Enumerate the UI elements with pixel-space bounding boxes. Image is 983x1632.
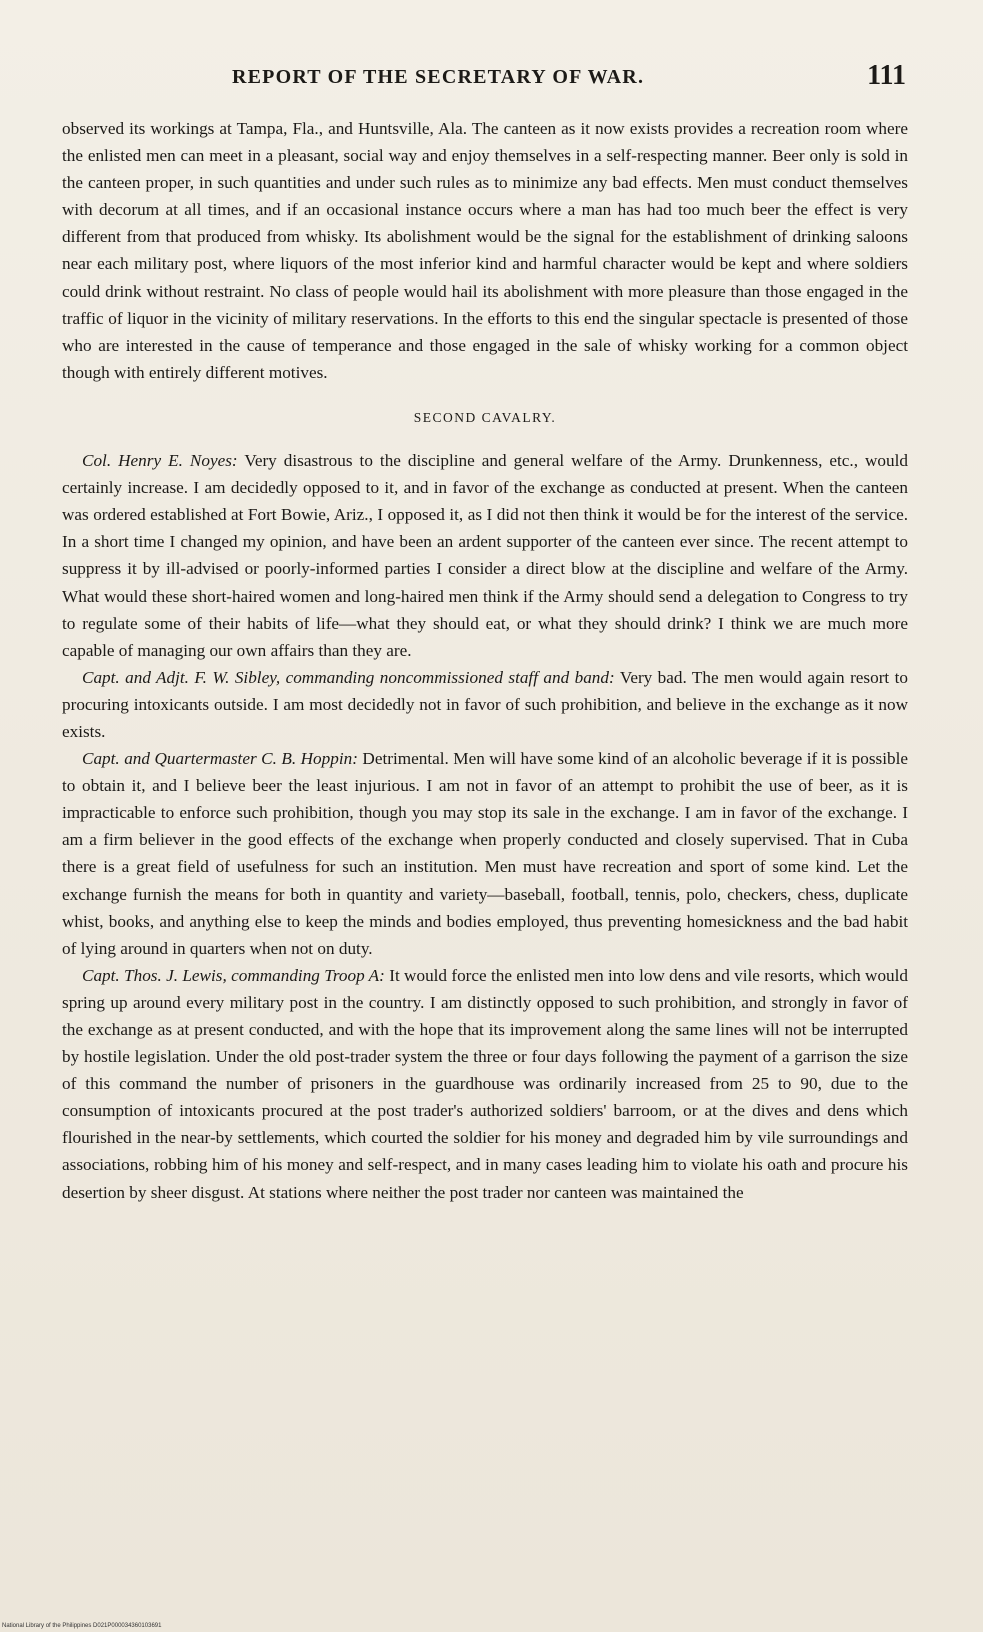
testimony-noyes [62,447,908,664]
testimony-text: Detrimental. Men will have some kind of an alcoholic beverage if it is possible to obtain it, and I believe beer the least injurious. I am not in favor of an attempt to prohibit the use of beer, as it is impracticable to enforce such prohibition, though you may stop its sale in the exchange. I am in favor of the exchange. I am a firm believer in the good effects of the exchange when properly conducted and closely supervised. That in Cuba there is a great field of usefulness for such an institution. Men must have recreation and sport of some kind. Let the exchange furnish the means for both in quantity and variety—baseball, football, tennis, polo, checkers, chess, duplicate whist, books, and anything else to keep the minds and bodies employed, thus preventing homesickness and the bad habit of lying around in quarters when not on duty. [62,749,909,958]
speaker-name: Capt. and Adjt. F. W. Sibley, commanding noncommissioned staff and band: [82,667,615,687]
testimony-hoppin [62,745,908,962]
page-number: 111 [867,60,906,91]
running-head: REPORT OF THE SECRETARY OF WAR. [232,66,645,88]
speaker-name: Capt. Thos. J. Lewis, commanding Troop A: [82,965,385,985]
testimony-text: It would force the enlisted men into low dens and vile resorts, which would spring up around every military post in the country. I am distinctly opposed to such prohibition, and strongly in favor of the exchange as at present conducted, and with the hope that its improvement along the same lines will not be interrupted by hostile legislation. Under the old post-trader system the three or four days following the payment of a garrison the size of this command the number of prisoners in the guardhouse was ordinarily increased from 25 to 90, due to the consumption of intoxicants procured at the post trader's authorized soldiers' barroom, or at the dives and dens which flourished in the near-by settlements, which courted the soldier for his money and degraded him by vile surroundings and associations, robbing him of his money and self-respect, and in many cases leading him to violate his oath and procure his desertion by sheer disgust. At stations where neither the post trader nor canteen was maintained the [62,965,908,1202]
scan-footer-note: National Library of the Philippines D021P000034360103691 [2,1623,162,1629]
testimony-sibley [62,664,908,745]
testimony-text: Very disastrous to the discipline and general welfare of the Army. Drunkenness, etc., would certainly increase. I am decidedly opposed to it, and in favor of the exchange as conducted at present. When the canteen was ordered established at Fort Bowie, Ariz., I opposed it, as I did not then think it would be for the interest of the service. In a short time I changed my opinion, and have been an ardent supporter of the canteen ever since. The recent attempt to suppress it by ill-advised or poorly-informed parties I consider a direct blow at the discipline and welfare of the Army. What would these short-haired women and long-haired men think if the Army should send a delegation to Congress to try to regulate some of their habits of life—what they should eat, or what they should drink? I think we are much more capable of managing our own affairs than they are. [62,451,908,660]
testimony-text: Very bad. The men would again resort to procuring intoxicants outside. I am most decidedly not in favor of such prohibition, and believe in the exchange as it now exists. [62,667,908,741]
page-header [62,60,908,94]
speaker-name: Capt. and Quartermaster C. B. Hoppin: [82,749,358,769]
paragraph-continued: observed its workings at Tampa, Fla., and Huntsville, Ala. The canteen as it now exists provides a recreation room where the enlisted men can meet in a pleasant, social way and enjoy themselves in a self-respecting manner. Beer only is sold in the canteen proper, in such quantities and under such rules as to minimize any bad effects. Men must conduct themselves with decorum at all times, and if an occasional instance occurs where a man has had too much beer the effect is very different from that produced from whisky. Its abolishment would be the signal for the establishment of drinking saloons near each military post, where liquors of the most inferior kind and harmful character would be kept and where soldiers could drink without restraint. No class of people would hail its abolishment with more pleasure than those engaged in the traffic of liquor in the vicinity of military reservations. In the efforts to this end the singular spectacle is presented of those who are interested in the cause of temperance and those engaged in the sale of whisky working for a common object though with entirely different motives. [62,119,908,382]
testimony-lewis [62,962,908,1206]
speaker-name: Col. Henry E. Noyes: [82,451,238,471]
section-heading: SECOND CAVALRY. [413,409,557,425]
page-body [62,115,908,1206]
